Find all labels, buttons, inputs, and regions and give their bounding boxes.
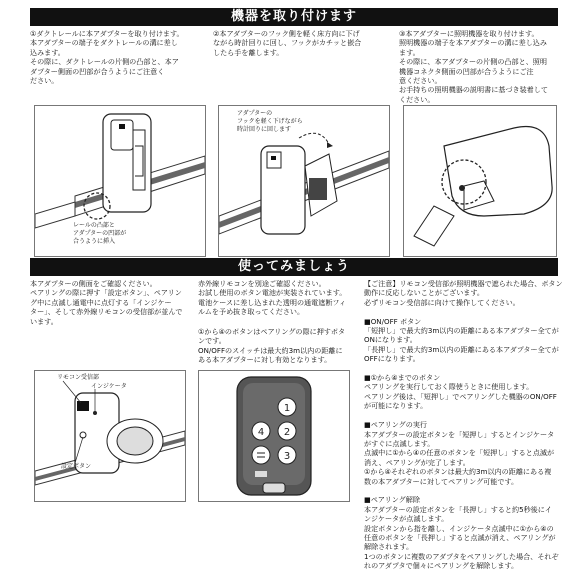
remote-button-4-label: 4 bbox=[257, 427, 265, 438]
remote-button-3-label: 3 bbox=[283, 451, 291, 462]
remote-illustration bbox=[199, 371, 349, 501]
usage-buttons-text: ①から④のボタンはペアリングの際に押すボタ ンです。 ON/OFFのスイッチは最大約3m以内の距離に ある本アダプターに対し有効となります。 bbox=[198, 327, 346, 365]
figure-hook-rotate bbox=[218, 105, 390, 257]
label-ir-receiver: リモコン受信部 bbox=[57, 374, 100, 381]
remote-power-button bbox=[252, 446, 270, 464]
remote-on-off-mark bbox=[255, 471, 267, 477]
figure-rail-insert bbox=[34, 105, 206, 257]
label-indicator: インジケータ bbox=[91, 383, 127, 390]
remote-button-2-label: 2 bbox=[283, 427, 291, 438]
usage-side-text: 本アダプターの側面をご確認ください。 ペアリングの際に押す「設定ボタン」、ペアリン グ中に点滅し通電中に点灯する「インジケー ター」、そして赤外線リモコンの受信部が並んで います。 bbox=[30, 279, 183, 326]
section-title-usage: 使ってみましょう bbox=[30, 258, 558, 276]
ir-receiver-icon bbox=[77, 401, 89, 411]
figure-adapter-side bbox=[34, 370, 186, 502]
section-title-install: 機器を取り付けます bbox=[30, 8, 558, 26]
install-step-3-text: ③本アダプターに照明機器を取り付けます。 照明機器の端子を本アダプターの溝に差し込み ます。 その際に、本アダプターの片側の凸部と、照明 機器コネクタ側面の凹部が合うようにご注 意ください。 お手持ちの照明機器の説明書に基づき装着して ください。 bbox=[399, 29, 548, 104]
install-step-2-text: ②本アダプターのフック側を軽く床方向に下げ ながら時計回りに回し、フックがカチッと嵌合 したら手を離します。 bbox=[213, 29, 362, 57]
figure-light-attach bbox=[403, 105, 557, 257]
figure-rail-label: レールの凸部と アダプターの凹部が 合うように挿入 bbox=[73, 222, 127, 245]
remote-button-1-label: 1 bbox=[283, 403, 291, 414]
usage-operation-text: 【ご注意】リモコン受信部が照明機器で遮られた場合、ボタン 動作に反応しないことがございます。 必ずリモコン受信部に向けて操作してください。 ■ON/OFF ボタン 「短押し」で最大約3m以内の距離にある本アダプター全てが ONになります。 「長押し」で最大約3m以内の距離にある本アダプター全てが OFFになります。 ■①から④までのボタン ペアリングを実行しておく際使うときに使用します。 ペアリング後は、「短押し」でペアリングした機器のON/OFF が可能になります。 ■ペアリングの実行 本アダプターの設定ボタンを「短押し」するとインジケータ がすぐに点滅します。 点滅中に①から④の任意のボタンを「短押し」すると点滅が 消え、ペアリングが完了します。 ①から④それぞれのボタンは最大約3m以内の距離にある複 数の本アダプターに対してペアリング可能です。 ■ペアリング解除 本アダプターの設定ボタンを「長押し」すると約5秒後にイ ンジケータが点滅します。 設定ボタンから指を離し、インジケータ点滅中に①から④の 任意のボタンを「長押し」すると点滅が消え、ペアリングが 解除されます。 1つのボタンに複数のアダプタをペアリングした場合、それぞ れのアダプタで個々にペアリングを解除します。 bbox=[364, 279, 563, 571]
figure-remote bbox=[198, 370, 350, 502]
light-attach-illustration bbox=[404, 106, 556, 256]
label-setting-button: 設定ボタン bbox=[61, 463, 92, 470]
indicator-icon bbox=[93, 411, 97, 415]
battery-cover-icon bbox=[263, 483, 285, 493]
figure-hook-label: アダプターの フックを軽く下げながら 時計回りに回します bbox=[237, 110, 303, 133]
install-step-1-text: ①ダクトレールに本アダプターを取り付けます。 本アダプターの端子をダクトレールの溝に差し 込みます。 その際に、ダクトレールの片側の凸部と、本ア ダプター側面の凹部が合うようにご注意く ださい。 bbox=[30, 29, 184, 86]
usage-remote-text: 赤外線リモコンを別途ご確認ください。 お試し使用のボタン電池が実装されています。 電池ケースに差し込まれた透明の通電遮断フィ ルムを予め抜き取ってください。 bbox=[198, 279, 347, 317]
